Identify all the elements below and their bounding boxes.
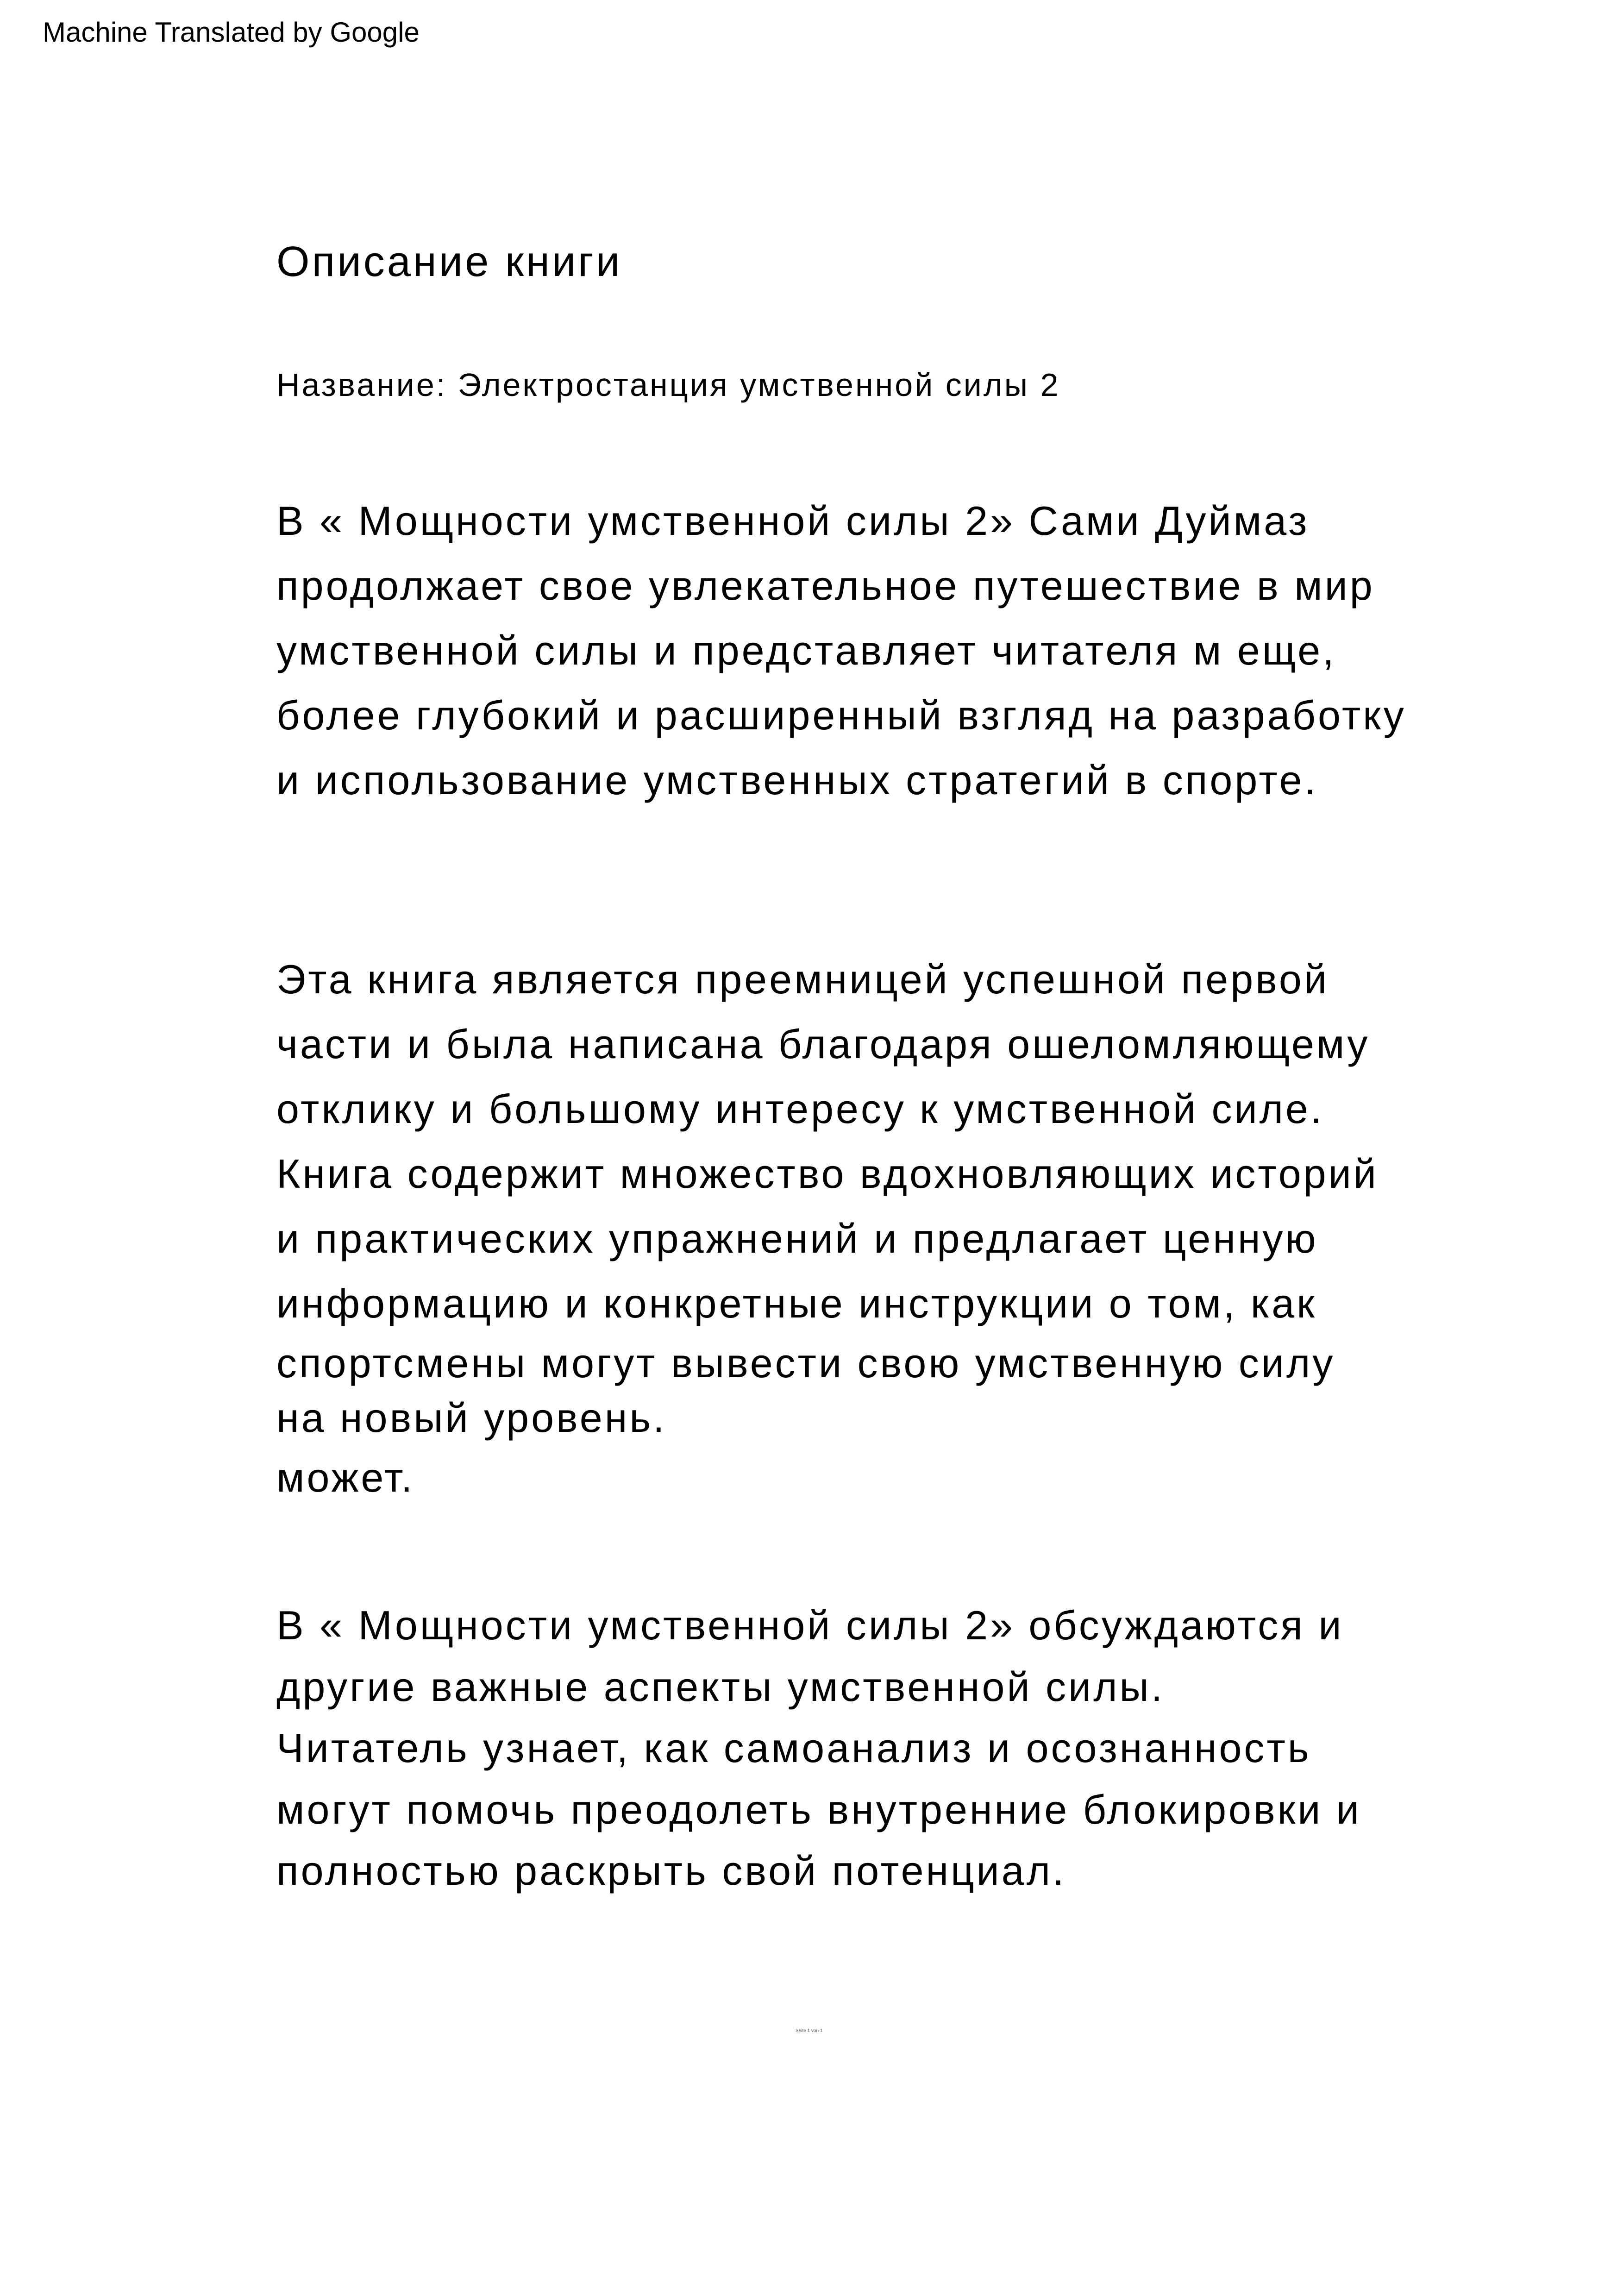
paragraph-line: Книга содержит множество вдохновляющих историй bbox=[276, 1151, 1379, 1197]
paragraph-line: умственной силы и представляет читателя м еще, bbox=[276, 627, 1336, 673]
paragraph-line: В « Мощности умственной силы 2» Сами Дуймаз bbox=[276, 498, 1310, 544]
paragraph-1 bbox=[276, 489, 1406, 813]
paragraph-3 bbox=[276, 1593, 1361, 1903]
paragraph-line: информацию и конкретные инструкции о том, как bbox=[276, 1280, 1317, 1326]
paragraph-line: части и была написана благодаря ошеломляющему bbox=[276, 1021, 1370, 1067]
page-footer-mark: Seite 1 von 1 bbox=[796, 2028, 823, 2033]
paragraph-line: полностью раскрыть свой потенциал. bbox=[276, 1848, 1066, 1894]
paragraph-2 bbox=[276, 947, 1379, 1510]
document-heading: Описание книги bbox=[276, 238, 622, 285]
paragraph-line: В « Мощности умственной силы 2» обсуждаются и bbox=[276, 1602, 1344, 1648]
paragraph-line: продолжает свое увлекательное путешествие в мир bbox=[276, 563, 1375, 609]
paragraph-line: и практических упражнений и предлагает ценную bbox=[276, 1216, 1318, 1261]
paragraph-line: Читатель узнает, как самоанализ и осознанность bbox=[276, 1725, 1311, 1771]
paragraph-line: отклику и большому интересу к умственной силе. bbox=[276, 1086, 1324, 1132]
paragraph-line: могут помочь преодолеть внутренние блокировки и bbox=[276, 1787, 1361, 1832]
paragraph-line: спортсмены могут вывести свою умственную силу bbox=[276, 1340, 1335, 1386]
paragraph-line: Эта книга является преемницей успешной первой bbox=[276, 956, 1329, 1002]
paragraph-line: может. bbox=[276, 1455, 415, 1500]
machine-translation-banner: Machine Translated by Google bbox=[43, 17, 420, 48]
book-title-line: Название: Электростанция умственной силы 2 bbox=[276, 367, 1060, 403]
paragraph-line: более глубокий и расширенный взгляд на разработку bbox=[276, 692, 1406, 738]
paragraph-line: и использование умственных стратегий в спорте. bbox=[276, 757, 1318, 803]
paragraph-line: на новый уровень. bbox=[276, 1395, 667, 1441]
paragraph-line: другие важные аспекты умственной силы. bbox=[276, 1664, 1165, 1710]
